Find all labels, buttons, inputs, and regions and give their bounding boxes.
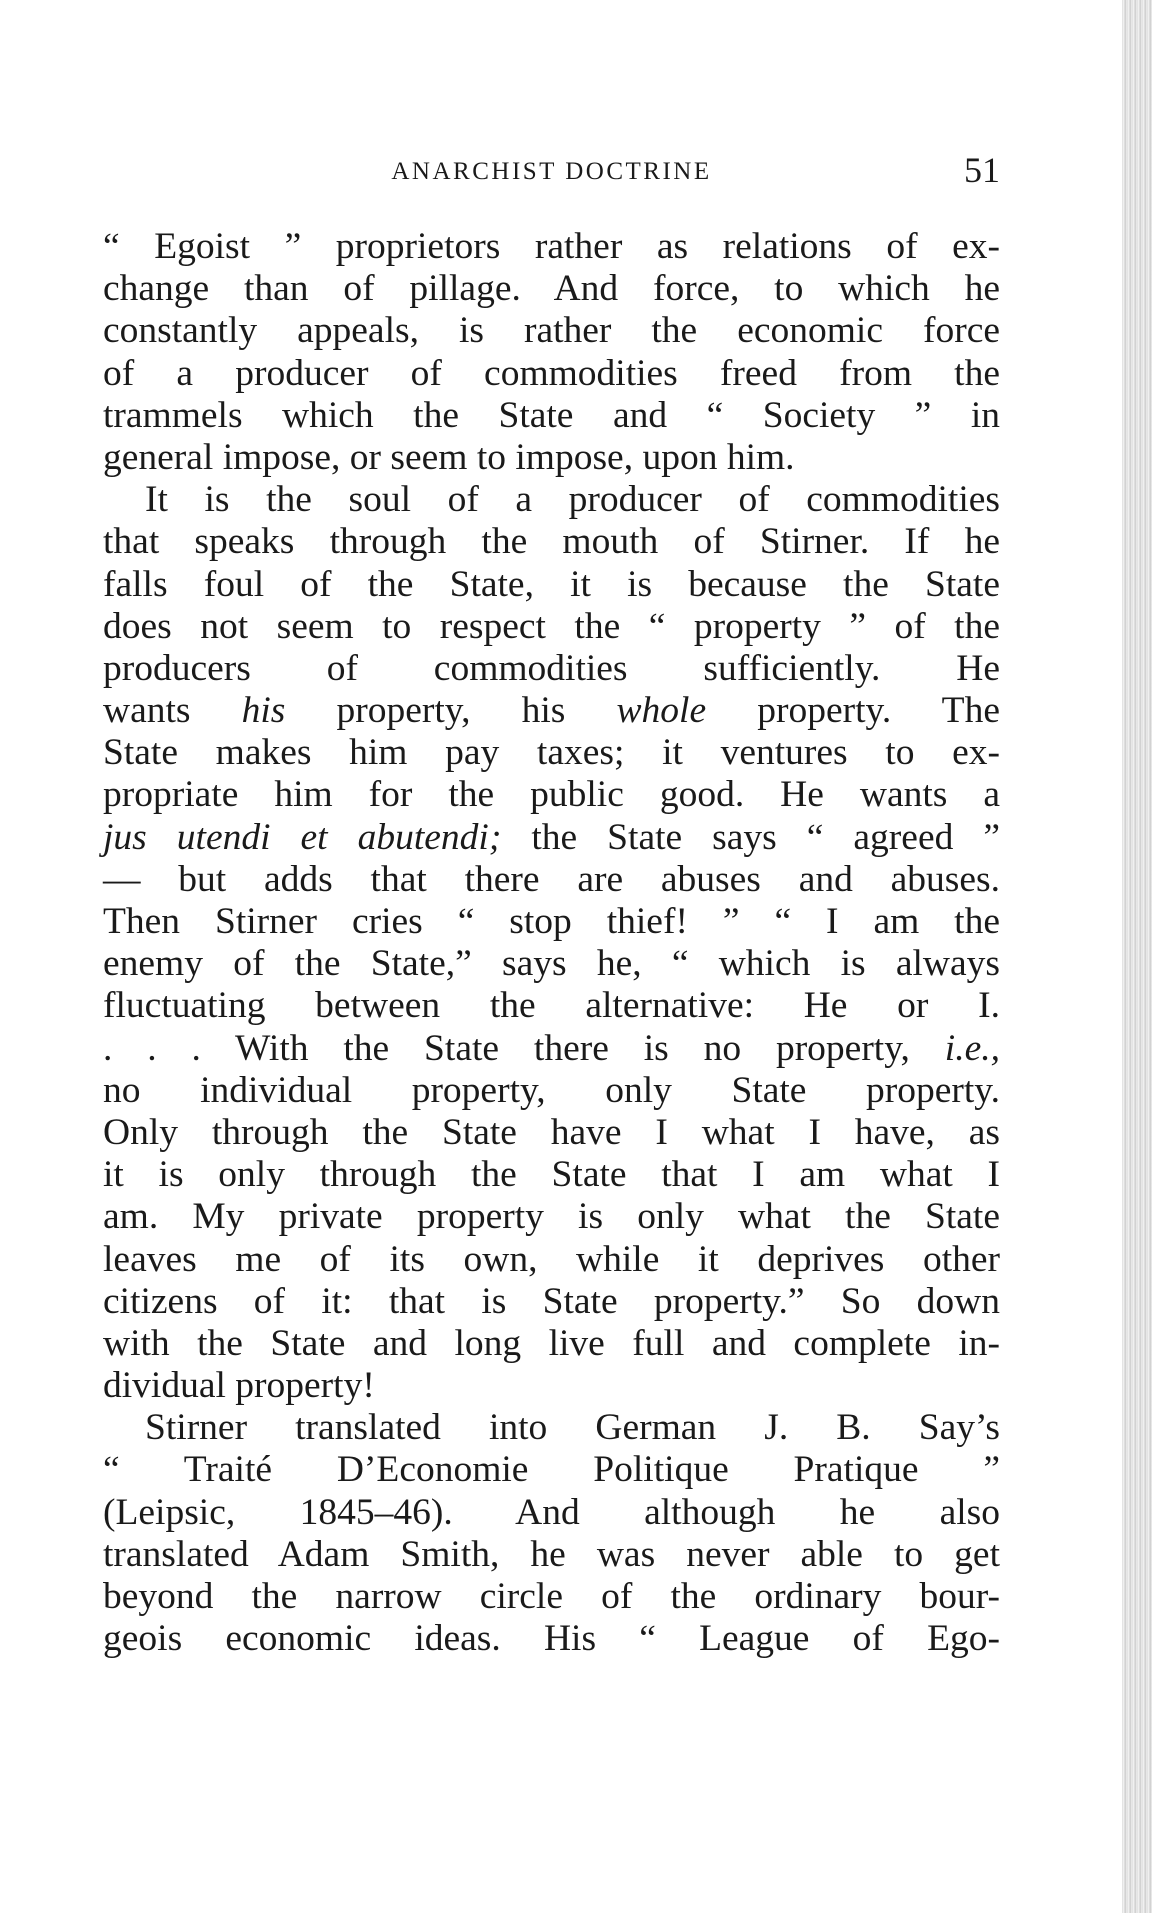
text-line: enemy of the State,” says he, “ which is always [103, 943, 1000, 985]
text-line: beyond the narrow circle of the ordinary bour- [103, 1576, 1000, 1617]
text-line: change than of pillage. And force, to which he [103, 268, 1000, 310]
page-edge-shadow [1122, 0, 1152, 1913]
text-line: . . . With the State there is no property, i.e., [103, 1027, 1000, 1069]
text-line: Only through the State have I what I have, as [103, 1111, 1000, 1153]
page-header [103, 152, 1000, 192]
text-line: — but adds that there are abuses and abuses. [103, 858, 1000, 900]
page-number: 51 [964, 150, 1000, 190]
text-line: State makes him pay taxes; it ventures to ex- [103, 732, 1000, 774]
text-line: translated Adam Smith, he was never able to get [103, 1533, 1000, 1575]
text-line: that speaks through the mouth of Stirner. If he [103, 521, 1000, 563]
text-line: fluctuating between the alternative: He or I. [103, 985, 1000, 1027]
running-title: ANARCHIST DOCTRINE [391, 158, 712, 185]
text-line: citizens of it: that is State property.” So down [103, 1280, 1000, 1322]
text-line: “ Egoist ” proprietors rather as relations of ex- [103, 226, 1000, 267]
text-line: am. My private property is only what the State [103, 1196, 1000, 1238]
text-line: it is only through the State that I am what I [103, 1154, 1000, 1196]
text-line: constantly appeals, is rather the economic force [103, 310, 1000, 352]
text-line: falls foul of the State, it is because the State [103, 563, 1000, 605]
text-line: propriate him for the public good. He wants a [103, 774, 1000, 816]
italic-word: his [241, 690, 286, 732]
text-line: It is the soul of a producer of commodities [145, 479, 1000, 521]
text-line: Then Stirner cries “ stop thief! ” “ I am the [103, 901, 1000, 942]
text-line: “ Traité D’Economie Politique Pratique ” [103, 1449, 1000, 1491]
text-line: does not seem to respect the “ property ” of the [103, 605, 1000, 647]
text-line: geois economic ideas. His “ League of Ego- [103, 1618, 1000, 1660]
text-line: trammels which the State and “ Society ” in [103, 394, 1000, 436]
text-line: of a producer of commodities freed from the [103, 352, 1000, 394]
text-line: leaves me of its own, while it deprives other [103, 1238, 1000, 1280]
text-line: general impose, or seem to impose, upon him. [103, 436, 795, 478]
text-line: Stirner translated into German J. B. Say’s [145, 1407, 1000, 1449]
body-text [103, 226, 1000, 1660]
text-line: wants his property, his whole property. The [103, 690, 1000, 732]
text-line: no individual property, only State property. [103, 1069, 1000, 1111]
text-line: with the State and long live full and complete in- [103, 1322, 1000, 1364]
italic-phrase: jus utendi et abutendi; [103, 816, 502, 858]
italic-abbrev: i.e., [944, 1027, 1000, 1069]
text-line: dividual property! [103, 1365, 375, 1407]
text-line: (Leipsic, 1845–46). And although he also [103, 1491, 1000, 1533]
text-line: jus utendi et abutendi; the State says “ agreed ” [103, 816, 1000, 858]
italic-word: whole [616, 690, 707, 732]
text-line: producers of commodities sufficiently. He [103, 647, 1000, 689]
